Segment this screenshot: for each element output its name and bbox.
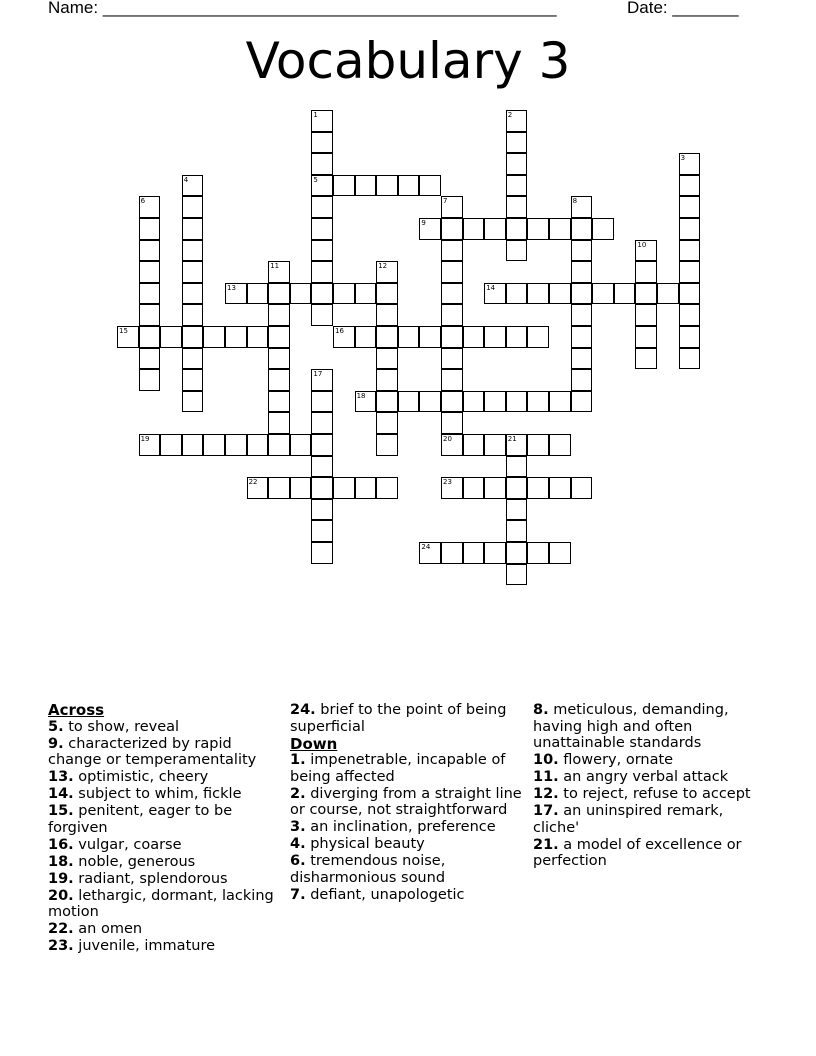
crossword-cell[interactable] [398,175,420,197]
crossword-cell[interactable] [571,348,593,370]
crossword-cell[interactable] [268,348,290,370]
across-heading: Across [48,701,105,719]
crossword-cell[interactable] [311,456,333,478]
crossword-cell[interactable] [311,542,333,564]
crossword-cell[interactable] [441,542,463,564]
clue-down [533,769,771,786]
crossword-cell[interactable] [549,218,571,240]
crossword-cell[interactable] [506,564,528,586]
crossword-cell[interactable] [290,477,312,499]
crossword-cell[interactable] [376,348,398,370]
crossword-cell[interactable] [441,326,463,348]
crossword-cell[interactable] [484,391,506,413]
crossword-cell[interactable] [679,218,701,240]
clue-across [48,769,286,786]
clue-down [533,752,771,769]
crossword-cell[interactable] [247,326,269,348]
crossword-cell[interactable] [355,175,377,197]
crossword-cell[interactable] [506,391,528,413]
clue-text: an angry verbal attack [558,769,729,785]
crossword-cell[interactable] [635,348,657,370]
crossword-cell[interactable] [139,283,161,305]
clue-number-label: 3. [290,819,306,835]
clue-across [48,719,286,736]
clue-text: noble, generous [73,853,196,870]
crossword-cell[interactable] [592,218,614,240]
clue-column-2 [290,702,528,904]
clue-text: an inclination, preference [305,819,496,835]
crossword-cell[interactable] [376,369,398,391]
crossword-cell[interactable] [506,283,528,305]
crossword-cell[interactable] [549,542,571,564]
crossword-cell[interactable] [679,196,701,218]
clue-number: 5 [313,175,318,184]
crossword-cell[interactable] [441,304,463,326]
crossword-cell[interactable] [311,520,333,542]
crossword-cell[interactable] [139,261,161,283]
crossword-cell[interactable] [376,434,398,456]
crossword-cell[interactable] [484,434,506,456]
crossword-cell[interactable] [506,218,528,240]
crossword-cell[interactable] [311,261,333,283]
crossword-cell[interactable] [635,283,657,305]
date-label: Date: [627,0,668,17]
clue-number-label: 15. [48,803,74,819]
clue-number: 17 [313,370,323,379]
crossword-cell[interactable] [679,326,701,348]
clue-number-label: 24. [290,702,316,718]
clue-number-label: 21. [533,836,559,853]
clue-number-label: 23. [48,938,74,954]
clue-text: flowery, ornate [558,752,674,768]
crossword-cell[interactable] [506,326,528,348]
crossword-cell[interactable] [290,283,312,305]
crossword-cell[interactable] [679,175,701,197]
crossword-cell[interactable] [549,391,571,413]
crossword-cell[interactable] [268,477,290,499]
crossword-cell[interactable] [463,218,485,240]
crossword-cell[interactable] [635,326,657,348]
crossword-cell[interactable] [527,326,549,348]
crossword-cell[interactable] [160,434,182,456]
crossword-cell[interactable] [225,434,247,456]
crossword-cell[interactable] [506,477,528,499]
crossword-cell[interactable] [182,391,204,413]
clue-number-label: 7. [290,886,306,903]
crossword-cell[interactable] [290,434,312,456]
crossword-cell[interactable] [527,542,549,564]
crossword-cell[interactable] [463,391,485,413]
clue-down [290,853,528,886]
clue-down [290,836,528,853]
clue-number-label: 18. [48,853,74,870]
clue-number-label: 16. [48,836,74,853]
clue-number-label: 19. [48,870,74,887]
clue-number: 24 [421,543,431,551]
clue-number-label: 22. [48,921,74,937]
crossword-cell[interactable] [268,326,290,348]
crossword-cell[interactable] [311,218,333,240]
crossword-cell[interactable] [441,369,463,391]
crossword-cell[interactable] [139,369,161,391]
clue-down [290,887,528,904]
crossword-cell[interactable] [311,153,333,175]
crossword-cell[interactable] [268,283,290,305]
clue-number: 13 [227,283,236,292]
clue-text: to show, reveal [63,718,180,735]
clue-text: to reject, refuse to accept [558,786,751,802]
crossword-cell[interactable] [311,477,333,499]
crossword-cell[interactable] [441,391,463,413]
crossword-cell[interactable] [333,175,355,197]
crossword-cell[interactable] [355,477,377,499]
clue-number-label: 14. [48,786,74,802]
clue-down [290,819,528,836]
crossword-cell[interactable] [182,283,204,305]
clue-column-1 [48,702,286,955]
crossword-cell[interactable] [139,348,161,370]
crossword-cell[interactable] [506,456,528,478]
crossword-cell[interactable] [571,304,593,326]
crossword-cell[interactable] [268,412,290,434]
crossword-cell[interactable] [376,412,398,434]
crossword-cell[interactable] [419,175,441,197]
crossword-cell[interactable] [527,283,549,305]
crossword-cell[interactable] [268,369,290,391]
crossword-cell[interactable] [657,283,679,305]
clue-number: 8 [572,197,578,206]
crossword-cell[interactable] [506,240,528,262]
clue-text: an omen [73,921,143,937]
clue-text: physical beauty [305,836,425,852]
crossword-cell[interactable] [268,304,290,326]
crossword-cell[interactable] [527,477,549,499]
clue-across [48,786,286,803]
clue-number: 4 [183,175,189,184]
clue-across [48,888,286,921]
clue-text: juvenile, immature [73,938,216,954]
clue-number-label: 13. [48,769,74,785]
clue-down [533,837,771,870]
crossword-cell[interactable] [679,261,701,283]
crossword-cell[interactable] [203,326,225,348]
crossword-cell[interactable] [268,391,290,413]
name-label: Name: [48,0,99,17]
clue-number-label: 6. [290,853,306,869]
crossword-cell[interactable] [311,283,333,305]
crossword-cell[interactable] [311,412,333,434]
clue-number: 6 [140,197,146,206]
crossword-cell[interactable] [441,348,463,370]
crossword-cell[interactable] [376,304,398,326]
clue-number-label: 17. [533,803,559,819]
clue-number-label: 8. [533,702,549,718]
clue-across [48,921,286,938]
crossword-cell[interactable] [463,434,485,456]
crossword-cell[interactable] [247,283,269,305]
crossword-cell[interactable] [376,477,398,499]
crossword-cell[interactable] [311,240,333,262]
crossword-cell[interactable] [463,326,485,348]
clue-number-label: 2. [290,785,306,802]
crossword-cell[interactable] [376,326,398,348]
clue-down [533,786,771,803]
crossword-cell[interactable] [571,369,593,391]
clue-text: a model of excellence or perfection [533,836,742,869]
crossword-cell[interactable] [419,326,441,348]
crossword-cell[interactable] [527,391,549,413]
crossword-cell[interactable] [506,132,528,154]
clue-number-label: 9. [48,735,64,752]
clue-down [290,786,528,819]
clue-across [48,854,286,871]
name-blank[interactable]: ________________________________________________ [102,0,557,17]
clue-number: 23 [443,478,452,487]
crossword-cell[interactable] [398,391,420,413]
crossword-cell[interactable] [441,283,463,305]
crossword-cell[interactable] [247,434,269,456]
clue-down [533,803,771,836]
clue-number-label: 10. [533,752,559,768]
crossword-cell[interactable] [571,261,593,283]
crossword-cell[interactable] [506,196,528,218]
crossword-cell[interactable] [441,412,463,434]
clue-number: 15 [119,327,128,335]
crossword-cell[interactable] [139,326,161,348]
clue-number: 18 [356,391,366,400]
crossword-cell[interactable] [463,477,485,499]
clue-number: 3 [680,154,686,163]
crossword-cell[interactable] [182,348,204,370]
crossword-cell[interactable] [182,369,204,391]
clue-text: impenetrable, incapable of being affected [290,752,506,785]
clue-text: vulgar, coarse [73,836,182,853]
crossword-cell[interactable] [571,391,593,413]
crossword-cell[interactable] [333,283,355,305]
crossword-cell[interactable] [571,218,593,240]
crossword-cell[interactable] [225,326,247,348]
crossword-cell[interactable] [376,175,398,197]
crossword-cell[interactable] [549,477,571,499]
crossword-cell[interactable] [484,326,506,348]
crossword-cell[interactable] [679,348,701,370]
clue-number: 22 [248,478,258,487]
clue-text: characterized by rapid change or temperamentality [48,735,257,768]
crossword-cell[interactable] [311,304,333,326]
clue-number: 1 [313,111,318,119]
crossword-cell[interactable] [614,283,636,305]
crossword-cell[interactable] [311,434,333,456]
clue-number-label: 12. [533,786,559,802]
clue-text: tremendous noise, disharmonious sound [290,853,446,886]
clue-column-3 [533,702,771,870]
crossword-cell[interactable] [635,261,657,283]
crossword-cell[interactable] [441,218,463,240]
clue-text: defiant, unapologetic [305,886,465,903]
crossword-cell[interactable] [182,218,204,240]
clue-text: subject to whim, fickle [73,786,242,802]
crossword-cell[interactable] [506,153,528,175]
clue-text: brief to the point of being superficial [290,702,507,735]
crossword-cell[interactable] [355,283,377,305]
clue-across [290,702,528,735]
clue-text: optimistic, cheery [73,769,209,785]
crossword-cell[interactable] [182,261,204,283]
crossword-cell[interactable] [484,542,506,564]
crossword-cell[interactable] [506,499,528,521]
crossword-cell[interactable] [311,196,333,218]
clue-number-label: 11. [533,769,559,785]
clue-text: radiant, splendorous [73,870,228,887]
crossword-cell[interactable] [506,520,528,542]
clue-text: lethargic, dormant, lacking motion [48,887,274,920]
crossword-cell[interactable] [679,240,701,262]
crossword-cell[interactable] [592,283,614,305]
clue-number: 20 [443,435,452,443]
clue-down [533,702,771,752]
crossword-cell[interactable] [441,261,463,283]
crossword-cell[interactable] [527,218,549,240]
crossword-cell[interactable] [549,283,571,305]
clue-number-label: 20. [48,887,74,904]
clue-text: diverging from a straight line or course, not straightforward [290,785,522,818]
crossword-cell[interactable] [160,326,182,348]
crossword-cell[interactable] [679,283,701,305]
page-title: Vocabulary 3 [245,32,571,90]
clue-text: penitent, eager to be forgiven [48,803,233,836]
crossword-cell[interactable] [441,240,463,262]
crossword-cell[interactable] [333,477,355,499]
crossword-cell[interactable] [506,542,528,564]
clue-across [48,871,286,888]
crossword-cell[interactable] [182,434,204,456]
clue-text: an uninspired remark, cliche' [533,803,724,836]
crossword-cell[interactable] [311,132,333,154]
crossword-cell[interactable] [376,391,398,413]
crossword-cell[interactable] [571,326,593,348]
clue-number-label: 1. [290,752,306,768]
crossword-cell[interactable] [679,304,701,326]
clue-number: 14 [486,283,496,292]
crossword-cell[interactable] [571,240,593,262]
crossword-cell[interactable] [484,218,506,240]
clue-across [48,736,286,769]
clue-text: meticulous, demanding, having high and often unattainable standards [533,702,729,751]
clue-number: 10 [637,240,647,249]
crossword-cell[interactable] [571,477,593,499]
crossword-cell[interactable] [139,218,161,240]
crossword-cell[interactable] [484,477,506,499]
crossword-cell[interactable] [311,499,333,521]
crossword-cell[interactable] [182,326,204,348]
clue-number: 12 [378,262,388,271]
crossword-cell[interactable] [268,434,290,456]
crossword-cell[interactable] [549,434,571,456]
crossword-cell[interactable] [139,240,161,262]
crossword-cell[interactable] [506,175,528,197]
crossword-cell[interactable] [635,304,657,326]
clue-number-label: 4. [290,836,306,852]
crossword-cell[interactable] [182,196,204,218]
clue-number: 2 [507,111,513,119]
clue-down [290,752,528,785]
crossword-cell[interactable] [203,434,225,456]
clue-across [48,837,286,854]
crossword-cell[interactable] [463,542,485,564]
crossword-cell[interactable] [398,326,420,348]
clue-across [48,803,286,836]
clue-number: 19 [140,435,150,443]
clue-number: 11 [270,262,280,271]
clue-number-label: 5. [48,718,64,735]
crossword-cell[interactable] [376,283,398,305]
clue-across [48,938,286,955]
crossword-cell[interactable] [571,283,593,305]
crossword-cell[interactable] [182,240,204,262]
date-blank[interactable]: _______ [672,0,739,17]
crossword-cell[interactable] [419,391,441,413]
crossword-cell[interactable] [311,391,333,413]
crossword-cell[interactable] [182,304,204,326]
crossword-cell[interactable] [527,434,549,456]
clue-number: 9 [421,219,426,227]
crossword-cell[interactable] [139,304,161,326]
down-heading: Down [290,734,338,753]
crossword-cell[interactable] [355,326,377,348]
clue-number: 16 [335,327,344,335]
clue-number: 21 [507,435,517,443]
clue-number: 7 [443,197,448,206]
